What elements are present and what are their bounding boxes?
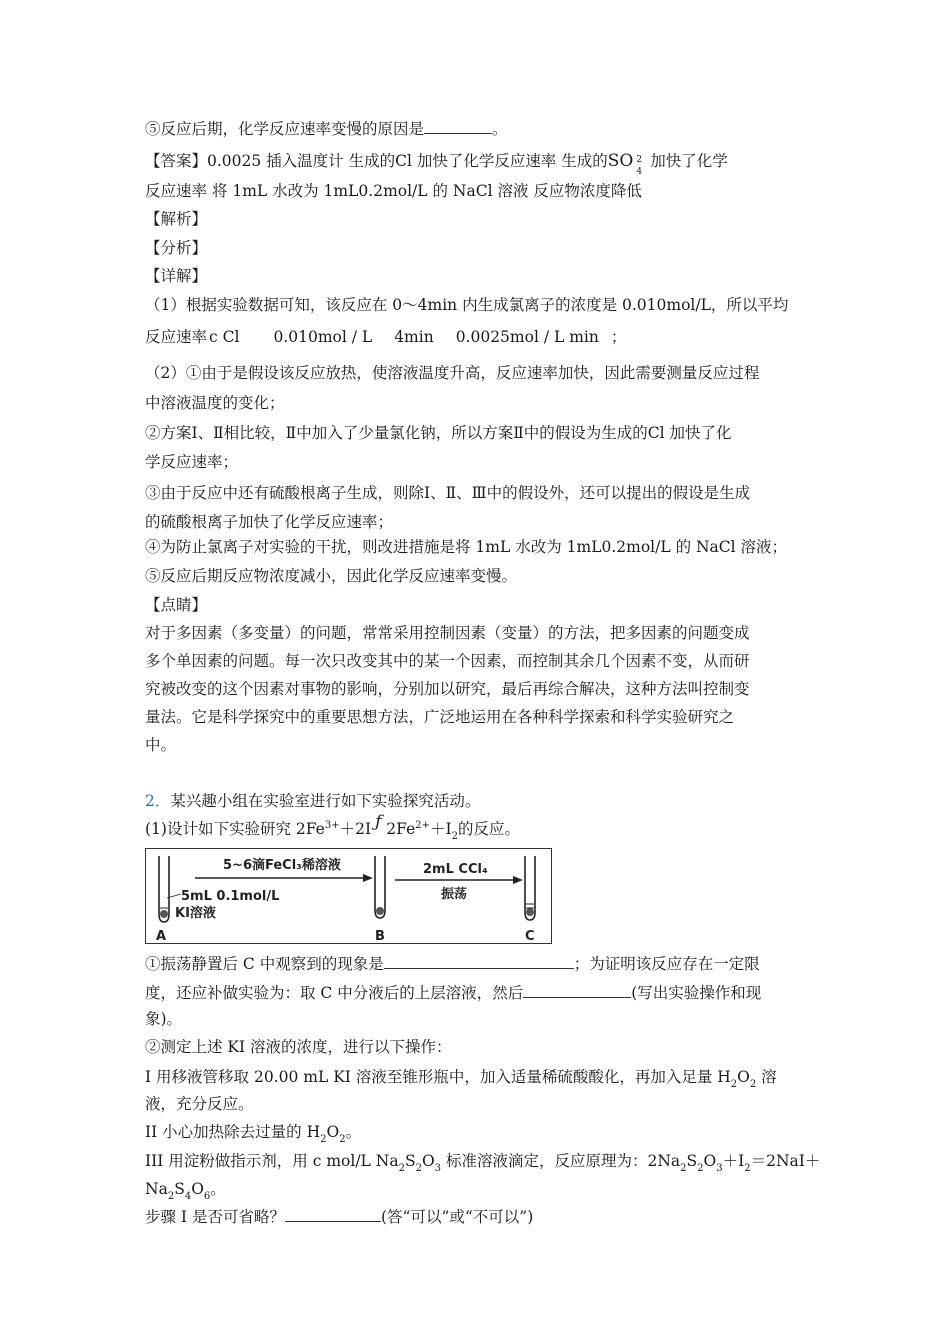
line-28: ②测定上述 KI 溶液的浓度，进行以下操作： [145,1038,452,1056]
answer-blank [285,1207,381,1222]
reagent-1: 5~6滴FeCl₃稀溶液 [223,858,341,873]
line-34: 步骤 I 是否可省略？ (答“可以”或“不可以”) [145,1208,534,1226]
step-iii: III 用淀粉做指示剂，用 c mol/L $Na_2S_2O_3$ 标准溶液滴定，反应原理为：$2Na_2S_2O_3+I_2=2NaI+$ [145,1152,821,1174]
line-1: ⑤反应后期，化学反应速率变慢的原因是 。 [145,120,508,138]
line-27: 象)。 [145,1010,183,1028]
section-fenxi: 【分析】 [145,239,208,257]
line-3: 反应速率 将 1mL 水改为 1mL0.2mol/L 的 NaCl 溶液 反应物浓度降低 [145,182,642,200]
line-22: 中。 [145,736,177,754]
line-10: 中溶液温度的变化； [145,394,285,412]
line-19: 多个单因素的问题。每一次只改变其中的某一个因素，而控制其余几个因素不变，从而研 [145,652,750,670]
experiment-figure [145,848,553,944]
label-b: B [375,929,385,944]
line-11: ②方案Ⅰ、Ⅱ相比较，Ⅱ中加入了少量氯化钠，所以方案Ⅱ中的假设为生成的Cl 加快了化 [145,424,732,442]
answer-blank [523,983,631,998]
reagent-2: 2mL CCl₄ [423,862,488,877]
line-9: （2）①由于是假设该反应放热，使溶液温度升高，反应速率加快，因此需要测量反应过程 [145,364,760,382]
line-20: 究被改变的这个因素对事物的影响，分别加以研究，最后再综合解决，这种方法叫控制变 [145,680,750,698]
action-label: 振荡 [441,887,468,902]
step-ii: II 小心加热除去过量的 $H_2O_2$。 [145,1123,362,1145]
line-21: 量法。它是科学探究中的重要思想方法，广泛地运用在各种科学探索和科学实验研究之 [145,708,735,726]
question-number: 2． [145,792,171,810]
answer-blank [424,119,492,134]
answer-line: 【答案】0.0025 插入温度计 生成的Cl 加快了化学反应速率 生成的SO 2 4 加快了化学 [145,151,728,177]
line-7: （1）根据实验数据可知，该反应在 0～4min 内生成氯离子的浓度是 0.010mol/L，所以平均 [145,296,789,314]
tube-a-label-2: KI溶液 [175,906,216,921]
rate-formula-line: 反应速率 c Cl 0.010mol / L 4min 0.0025mol / L min ； [145,328,627,346]
reaction-line: (1)设计如下实验研究 $2Fe^{3+}+2I$ ƒ $2Fe^{2+}+I_2$的反应。 [145,812,521,842]
line-18: 对于多因素（多变量）的问题，常常采用控制因素（变量）的方法，把多因素的问题变成 [145,624,750,642]
equilibrium-arrow-icon: ƒ [375,812,382,832]
label-c: C [525,929,535,944]
line-16: ⑤反应后期反应物浓度减小，因此化学反应速率变慢。 [145,567,518,585]
section-jiexi: 【解析】 [145,210,208,228]
step-i: I 用移液管移取 20.00 mL KI 溶液至锥形瓶中，加入适量稀硫酸酸化，再加入足量 $H_2O_2$ 溶 [145,1068,777,1090]
line-30: 液，充分反应。 [145,1095,254,1113]
answer-blank [384,954,574,969]
section-dianjing: 【点睛】 [145,596,208,614]
line-33: $Na_2S_4O_6$。 [145,1180,226,1202]
line-26: 度，还应补做实验为：取 C 中分液后的上层溶液，然后 (写出实验操作和现 [145,984,762,1002]
line-13: ③由于反应中还有硫酸根离子生成，则除Ⅰ、Ⅱ、Ⅲ中的假设外，还可以提出的假设是生成 [145,484,751,502]
section-xiangjie: 【详解】 [145,267,208,285]
experiment-diagram [145,848,553,944]
question-2: 2．某兴趣小组在实验室进行如下实验探究活动。 [145,792,481,810]
tube-a-label: 5mL 0.1mol/L [181,889,280,904]
label-a: A [156,929,167,944]
line-14: 的硫酸根离子加快了化学反应速率； [145,513,394,531]
line-25: ①振荡静置后 C 中观察到的现象是 ；为证明该反应存在一定限 [145,955,760,973]
line-15: ④为防止氯离子对实验的干扰，则改进措施是将 1mL 水改为 1mL0.2mol/L 的 NaCl 溶液； [145,538,788,556]
line-12: 学反应速率； [145,453,239,471]
